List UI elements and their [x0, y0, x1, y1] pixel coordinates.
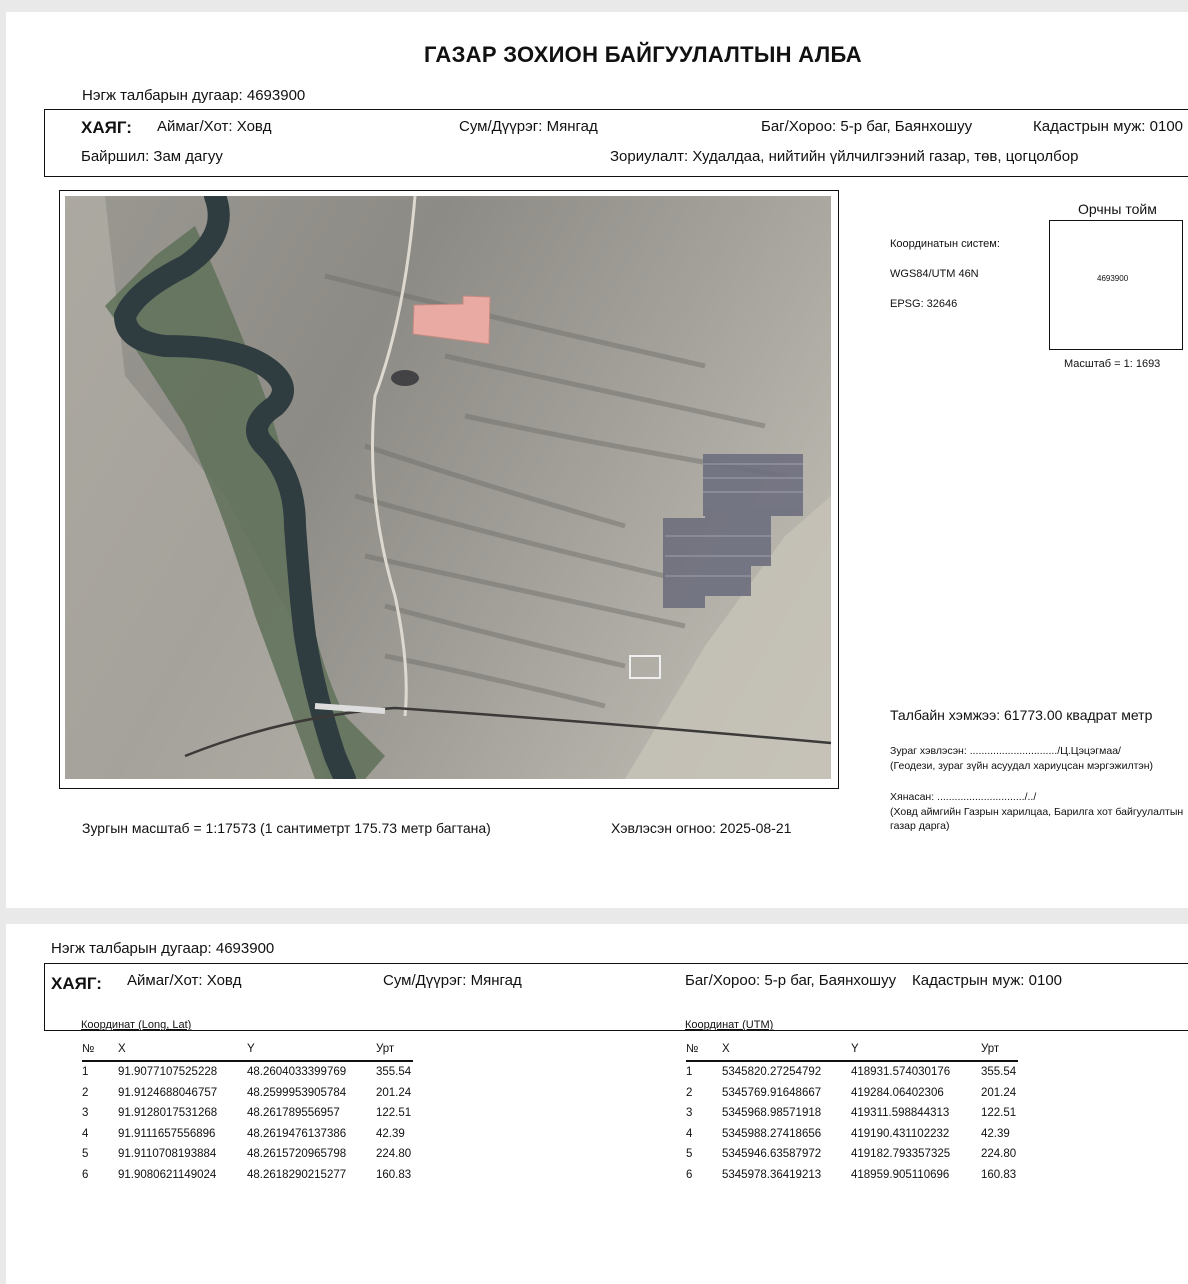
table-row	[686, 1083, 1018, 1104]
cell-number: 4	[686, 1127, 693, 1140]
satellite-map	[65, 196, 831, 779]
cell-y: 48.2619476137386	[247, 1127, 347, 1140]
drawn-by-line: Зураг хэвлэсэн: ............................../Ц.Цэцэгмаа/	[890, 745, 1121, 757]
page-2	[6, 924, 1188, 1284]
cell-x: 5345946.63587972	[722, 1148, 822, 1161]
cell-length: 201.24	[376, 1086, 412, 1099]
cell-number: 6	[686, 1168, 693, 1181]
cell-y: 48.2599953905784	[247, 1086, 347, 1099]
cell-x: 91.9111657556896	[118, 1127, 216, 1140]
cell-number: 3	[82, 1107, 89, 1120]
table-utm-caption: Координат (UTM)	[685, 1019, 774, 1031]
col-header-y: Y	[851, 1042, 981, 1061]
cell-y: 419182.793357325	[851, 1148, 951, 1161]
cell-length: 355.54	[981, 1066, 1017, 1079]
table-row	[82, 1083, 413, 1104]
col-header-length: Урт	[376, 1042, 413, 1061]
ridge	[365, 446, 625, 526]
checked-by-role-1: (Ховд аймгийн Газрын харилцаа, Барилга хот байгуулалтын	[890, 806, 1184, 818]
coord-system-epsg: EPSG: 32646	[890, 298, 958, 310]
cell-y: 48.261789556957	[247, 1107, 340, 1120]
overview-scale: Масштаб = 1: 1693	[1064, 358, 1161, 370]
table-row	[82, 1144, 413, 1165]
parcel-area: Талбайн хэмжээ: 61773.00 квадрат метр	[890, 707, 1153, 723]
cell-y: 48.2618290215277	[247, 1168, 347, 1181]
col-header-number: №	[82, 1042, 118, 1061]
col-header-length: Урт	[981, 1042, 1018, 1061]
table-row	[686, 1061, 1018, 1083]
cell-x: 5345769.91648667	[722, 1086, 822, 1099]
address-cadastral-zone-2: Кадастрын муж: 0100	[912, 972, 1063, 989]
overview-parcel-label: 4693900	[1097, 274, 1129, 283]
cell-x: 5345978.36419213	[722, 1168, 822, 1181]
cell-number: 5	[686, 1148, 693, 1161]
address-bag-2: Баг/Хороо: 5-р баг, Баянхошуу	[685, 972, 897, 989]
cell-length: 160.83	[981, 1168, 1017, 1181]
cell-x: 5345968.98571918	[722, 1107, 822, 1120]
cell-length: 224.80	[981, 1148, 1017, 1161]
address-aimag: Аймаг/Хот: Ховд	[157, 118, 272, 135]
cell-x: 91.9110708193884	[118, 1148, 217, 1161]
print-date: Хэвлэсэн огноо: 2025-08-21	[611, 820, 792, 836]
table-row	[82, 1103, 413, 1124]
cell-x: 91.9124688046757	[118, 1086, 218, 1099]
overview-map	[1049, 220, 1183, 350]
cell-number: 5	[82, 1148, 89, 1161]
cell-y: 418931.574030176	[851, 1066, 951, 1079]
cell-number: 3	[686, 1107, 693, 1120]
address-aimag-2: Аймаг/Хот: Ховд	[127, 972, 242, 989]
cell-y: 419284.06402306	[851, 1086, 944, 1099]
cell-number: 2	[82, 1086, 89, 1099]
cell-x: 5345988.27418656	[722, 1127, 822, 1140]
address-cadastral-zone: Кадастрын муж: 0100	[1033, 118, 1184, 135]
cell-y: 418959.905110696	[851, 1168, 950, 1181]
cell-length: 42.39	[376, 1127, 405, 1140]
cell-length: 122.51	[376, 1107, 412, 1120]
col-header-number: №	[686, 1042, 722, 1061]
table-row	[686, 1165, 1018, 1186]
address-bag: Баг/Хороо: 5-р баг, Баянхошуу	[761, 118, 973, 135]
parcel-number: Нэгж талбарын дугаар: 4693900	[82, 87, 306, 104]
cell-y: 48.2604033399769	[247, 1066, 347, 1079]
drawn-by-role: (Геодези, зураг зүйн асуудал хариуцсан мэргэжилтэн)	[890, 760, 1154, 772]
coords-table-utm	[686, 1042, 1018, 1185]
address-location: Байршил: Зам дагуу	[81, 148, 223, 165]
cell-length: 201.24	[981, 1086, 1017, 1099]
checked-by-role-2: газар дарга)	[890, 820, 950, 832]
coord-system-name: WGS84/UTM 46N	[890, 268, 979, 280]
table-row	[686, 1103, 1018, 1124]
cell-number: 4	[82, 1127, 89, 1140]
cell-y: 419311.598844313	[851, 1107, 950, 1120]
address-sum-2: Сум/Дүүрэг: Мянгад	[383, 972, 522, 989]
cell-x: 91.9080621149024	[118, 1168, 217, 1181]
cell-x: 91.9128017531268	[118, 1107, 218, 1120]
checked-by-line: Хянасан: ............................../../	[890, 791, 1037, 803]
cell-x: 91.9077107525228	[118, 1066, 218, 1079]
cell-length: 160.83	[376, 1168, 412, 1181]
cell-length: 42.39	[981, 1127, 1010, 1140]
address-label-2: ХАЯГ:	[51, 974, 102, 993]
map-scale: Зургын масштаб = 1:17573 (1 сантиметрт 175.73 метр багтана)	[82, 820, 491, 836]
table-lonlat-caption: Координат (Long, Lat)	[81, 1019, 192, 1031]
col-header-x: X	[118, 1042, 247, 1061]
col-header-y: Y	[247, 1042, 376, 1061]
cell-number: 6	[82, 1168, 89, 1181]
address-label: ХАЯГ:	[81, 118, 132, 137]
overview-title: Орчны тойм	[1078, 201, 1157, 217]
parcel-number-2: Нэгж талбарын дугаар: 4693900	[51, 940, 275, 957]
cell-number: 1	[686, 1066, 693, 1079]
cell-x: 5345820.27254792	[722, 1066, 822, 1079]
col-header-x: X	[722, 1042, 851, 1061]
cell-length: 355.54	[376, 1066, 412, 1079]
table-row	[82, 1124, 413, 1145]
cell-number: 1	[82, 1066, 89, 1079]
table-row	[82, 1061, 413, 1083]
address-purpose: Зориулалт: Худалдаа, нийтийн үйлчилгээний газар, төв, цогцолбор	[610, 148, 1079, 165]
table-row	[686, 1144, 1018, 1165]
coord-system-label: Координатын систем:	[890, 238, 1000, 250]
cell-length: 224.80	[376, 1148, 412, 1161]
table-row	[686, 1124, 1018, 1145]
cell-length: 122.51	[981, 1107, 1017, 1120]
parcel-polygon	[413, 296, 490, 344]
address-box-2	[44, 963, 1188, 1031]
cell-y: 419190.431102232	[851, 1127, 950, 1140]
cell-y: 48.2615720965798	[247, 1148, 347, 1161]
address-sum: Сум/Дүүрэг: Мянгад	[459, 118, 598, 135]
page-title: ГАЗАР ЗОХИОН БАЙГУУЛАЛТЫН АЛБА	[424, 42, 862, 67]
table-row	[82, 1165, 413, 1186]
cell-number: 2	[686, 1086, 693, 1099]
address-box	[44, 109, 1188, 177]
coords-table-lonlat	[82, 1042, 413, 1185]
